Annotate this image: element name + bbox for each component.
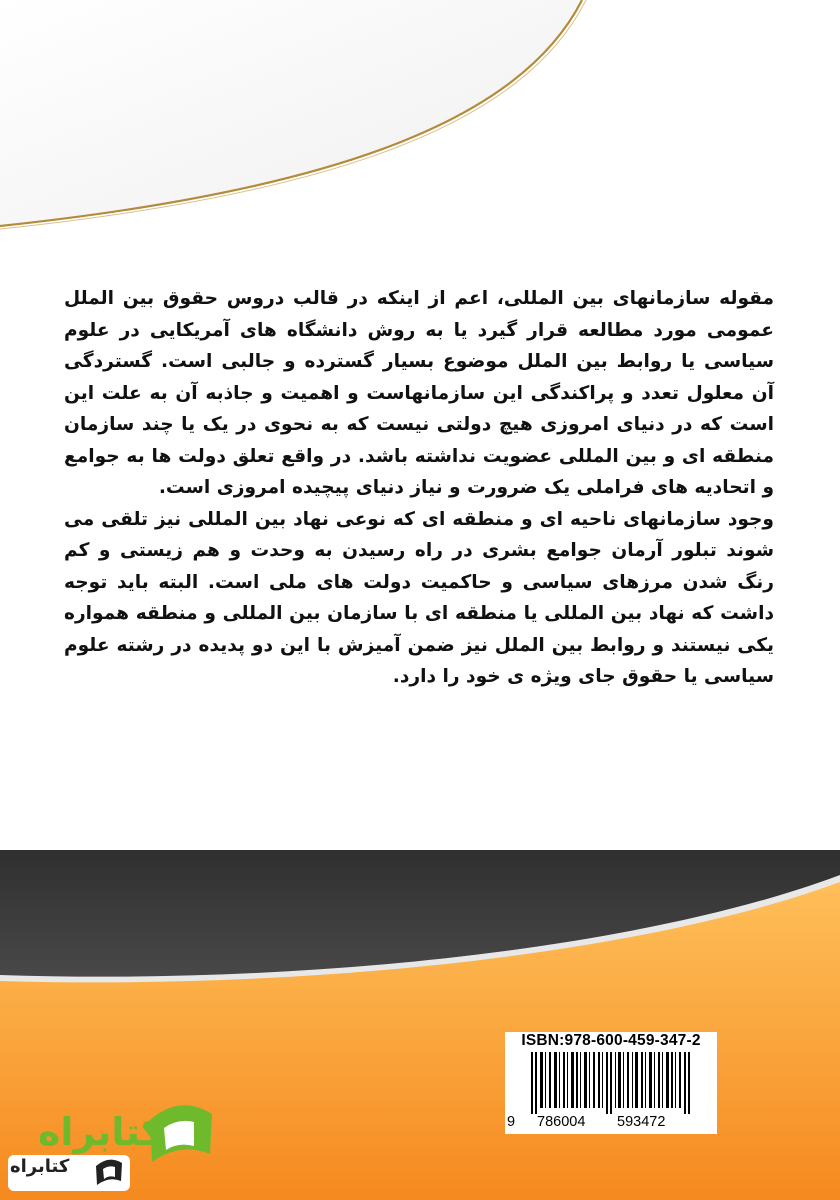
logo-wordmark-large: کتابراه bbox=[38, 1110, 164, 1154]
barcode-icon bbox=[513, 1052, 713, 1114]
description-paragraph-1: مقوله سازمانهای بین المللی، اعم از اینکه در قالب دروس حقوق بین الملل عمومی مورد مطالعه قرار گیرد یا به روش دانشگاه های آمریکایی در علوم سیاسی یا روابط بین الملل موضوع بسیار گسترده و جالبی است. گستردگی آن معلول تعدد و پراکندگی این سازمانهاست و اهمیت و جاذبه آن به علت این است که در دنیای امروزی هیچ دولتی نیست که به نحوی در یک یا چند سازمان منطقه ای و بین المللی عضویت نداشته باشد. در واقع تعلق دولت ها به جوامع و اتحادیه های فراملی یک ضرورت و نیاز دنیای پیچیده امروزی است. bbox=[64, 288, 774, 498]
back-cover-description bbox=[64, 283, 774, 693]
barcode-digits bbox=[505, 1114, 717, 1132]
small-book-leaf-icon bbox=[92, 1158, 126, 1188]
isbn-barcode-block bbox=[505, 1032, 717, 1134]
barcode-digits-right: 593472 bbox=[617, 1114, 666, 1130]
decorative-top-curve bbox=[0, 0, 840, 260]
isbn-label: ISBN:978-600-459-347-2 bbox=[521, 1032, 701, 1049]
barcode-digits-left: 786004 bbox=[537, 1114, 586, 1130]
ketabrah-logo bbox=[0, 1100, 230, 1200]
description-paragraph-2: وجود سازمانهای ناحیه ای و منطقه ای که نوعی نهاد بین المللی نیز تلقی می شوند تبلور آرمان جوامع بشری در راه رسیدن به وحدت و هم زیستی و کم رنگ شدن مرزهای سیاسی و حاکمیت دولت های ملی است. البته باید توجه داشت که نهاد بین المللی یا منطقه ای با سازمان بین المللی و منطقه همواره یکی نیستند و روابط بین الملل نیز ضمن آمیزش با این دو پدیده در رشته علوم سیاسی یا حقوق جای ویژه ی خود را دارد. bbox=[64, 508, 774, 687]
barcode-digit-lead: 9 bbox=[507, 1114, 516, 1130]
logo-wordmark-small: کتابراه bbox=[10, 1156, 70, 1177]
